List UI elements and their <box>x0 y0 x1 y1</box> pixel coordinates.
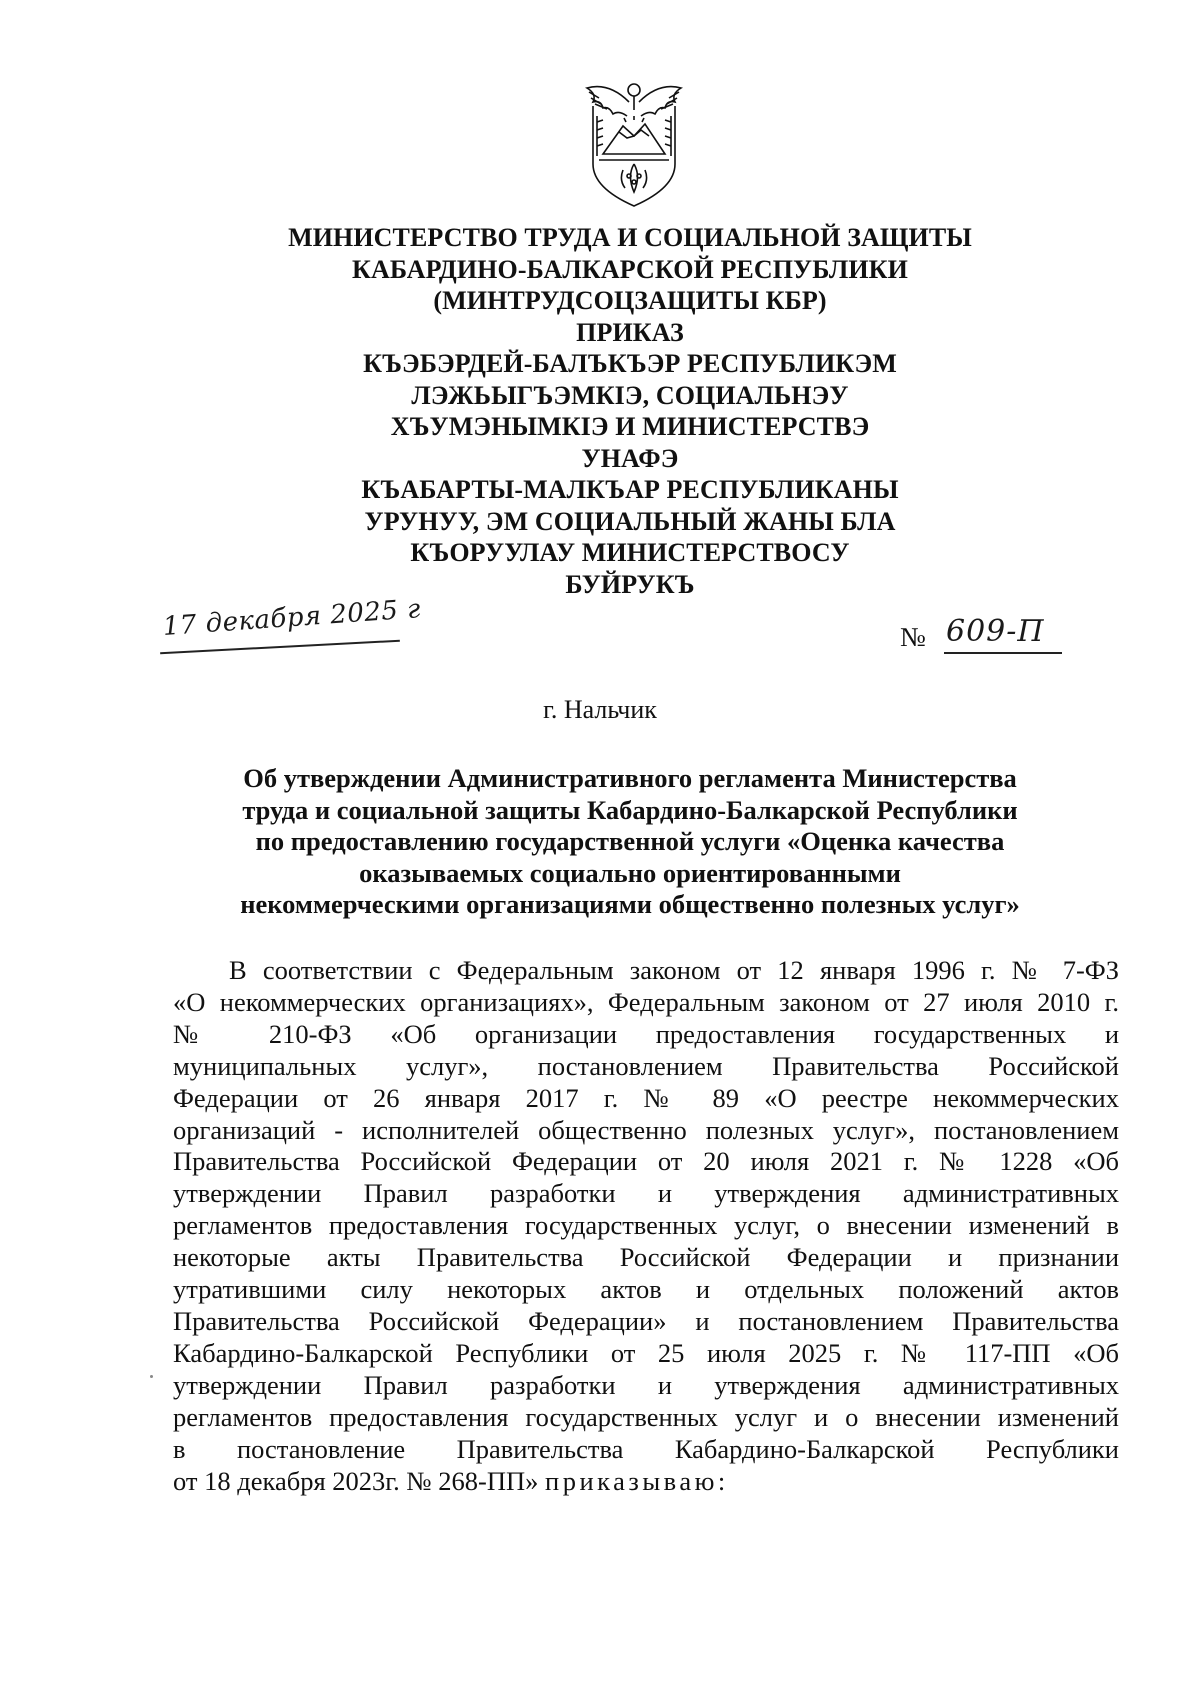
body-line: некоторые акты Правительства Российской Федерации и признании <box>173 1242 1119 1273</box>
order-number-value: 609-П <box>946 614 1045 649</box>
body-line: регламентов предоставления государственных услуг, о внесении изменений в <box>173 1210 1119 1241</box>
body-line: муниципальных услуг», постановлением Правительства Российской <box>173 1050 1119 1081</box>
title-line: Об утверждении Административного регламента Министерства <box>243 763 1017 793</box>
header-line: ПРИКАЗ <box>576 317 684 347</box>
title-line: труда и социальной защиты Кабардино-Балкарской Республики <box>242 794 1018 825</box>
body-last-line <box>173 1466 1119 1498</box>
header-line: КАБАРДИНО-БАЛКАРСКОЙ РЕСПУБЛИКИ <box>352 254 908 284</box>
number-sign: № <box>900 622 926 652</box>
body-line: утверждении Правил разработки и утверждения административных <box>173 1178 1119 1209</box>
body-line: Правительства Российской Федерации от 20 июля 2021 г. № 1228 «Об <box>173 1146 1119 1177</box>
order-number <box>900 612 1070 662</box>
document-body <box>173 955 1119 1497</box>
body-line: утратившими силу некоторых актов и отдельных положений актов <box>173 1274 1119 1305</box>
header-line: БУЙРУКЪ <box>565 569 695 599</box>
coat-of-arms-emblem <box>579 76 689 211</box>
body-line: регламентов предоставления государственных услуг и о внесении изменений <box>173 1401 1119 1432</box>
title-line: по предоставлению государственной услуги «Оценка качества <box>255 826 1005 856</box>
body-line: Федерации от 26 января 2017 г. № 89 «О реестре некоммерческих <box>173 1082 1119 1113</box>
city: г. Нальчик <box>543 695 657 724</box>
header-line: УРУНУУ, ЭМ СОЦИАЛЬНЫЙ ЖАНЫ БЛА <box>364 506 896 536</box>
header-line: УНАФЭ <box>581 443 679 473</box>
order-verb: приказываю: <box>545 1465 729 1496</box>
scan-speck <box>150 1375 153 1378</box>
number-underline <box>944 652 1062 654</box>
header-line: КЪОРУУЛАУ МИНИСТЕРСТВОСУ <box>410 538 850 567</box>
body-line: Кабардино-Балкарской Республики от 25 июля 2025 г. № 117-ПП «Об <box>173 1337 1119 1368</box>
header-line: МИНИСТЕРСТВО ТРУДА И СОЦИАЛЬНОЙ ЗАЩИТЫ <box>288 223 972 252</box>
ministry-header <box>240 222 1020 600</box>
body-last-line-prefix: от 18 декабря 2023г. № 268-ПП» <box>173 1465 546 1496</box>
order-date: 17 декабря 2025 г <box>161 594 422 642</box>
header-line: ЛЭЖЬЫГЪЭМКIЭ, СОЦИАЛЬНЭУ <box>411 380 849 410</box>
title-line: оказываемых социально ориентированными <box>359 857 901 888</box>
date-underline <box>160 640 400 655</box>
body-line: «О некоммерческих организациях», Федеральным законом от 27 июля 2010 г. <box>173 986 1119 1017</box>
header-line: КЪАБАРТЫ-МАЛКЪАР РЕСПУБЛИКАНЫ <box>361 475 899 504</box>
header-line: КЪЭБЭРДЕЙ-БАЛЪКЪЭР РЕСПУБЛИКЭМ <box>363 349 897 378</box>
body-line: № 210-ФЗ «Об организации предоставления государственных и <box>173 1018 1119 1049</box>
header-line: ХЪУМЭНЫМКIЭ И МИНИСТЕРСТВЭ <box>390 412 870 441</box>
document-title <box>200 763 1060 921</box>
header-line: (МИНТРУДСОЦЗАЩИТЫ КБР) <box>433 286 827 315</box>
body-line: В соответствии с Федеральным законом от 12 января 1996 г. № 7-ФЗ <box>229 955 1119 985</box>
title-line: некоммерческими организациями общественно полезных услуг» <box>240 889 1020 919</box>
body-line: Правительства Российской Федерации» и постановлением Правительства <box>173 1305 1119 1336</box>
body-line: организаций - исполнителей общественно полезных услуг», постановлением <box>173 1114 1119 1145</box>
body-line: утверждении Правил разработки и утверждения административных <box>173 1369 1119 1400</box>
body-line: в постановление Правительства Кабардино-Балкарской Республики <box>173 1433 1119 1464</box>
